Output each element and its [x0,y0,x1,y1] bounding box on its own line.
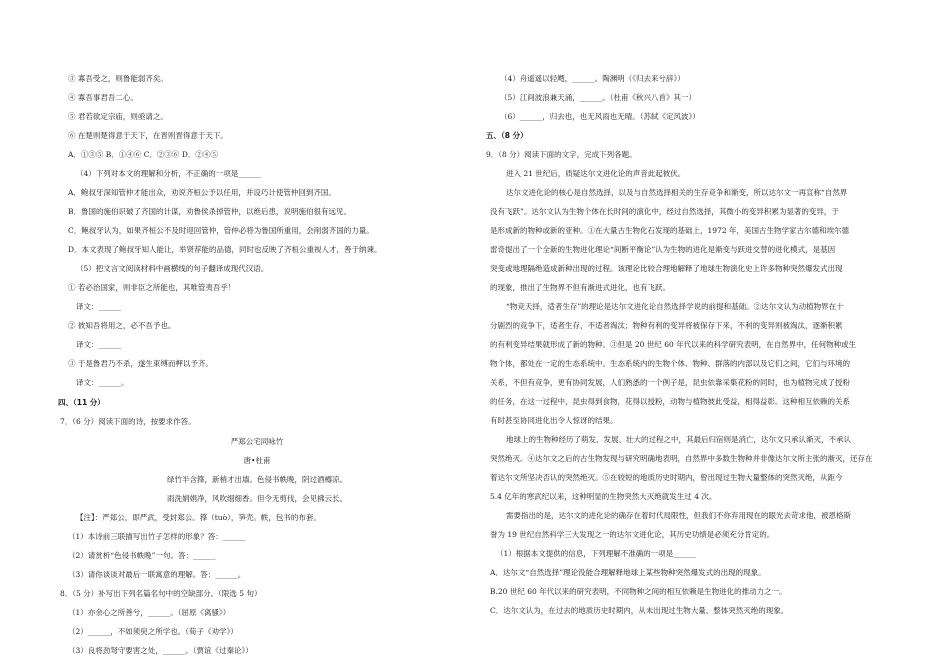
passage-line: 达尔文进化论的核心是自然选择，以及与自然选择相关的生存竞争和渐变，所以达尔文一再宣称“自然界 [506,188,848,197]
option-line: ④ 寡吾事君吾二心。 [68,93,138,102]
sentence-line: ① 若必治国家，则非臣之所能也，其唯管夷吾乎！ [68,283,236,292]
q8-item: （1）亦余心之所善兮，______。（屈原《离骚》） [68,608,231,617]
q8-item: （3）良将劲弩守要害之处，______。（贾谊《过秦论》） [68,646,253,655]
answer-line: 译文：______ [76,340,121,349]
passage-line: 进入 21 世纪后，质疑达尔文进化论的声音此起彼伏。 [506,169,686,178]
q7-item: （1）本诗前三联描写出竹子怎样的形象？答：______ [68,532,246,541]
passage-line: 着达尔文所坚决否认的突然绝灭。⑤在较短的地质历史时期内，曾出现过生物大量整体的突然灭绝，从距今 [490,473,843,482]
sentence-line: ③ 于是鲁君乃不杀，遂生束缚而柙以予齐。 [68,359,213,368]
passage-line: 关系，不但有竞争，更有协同发展，人们熟悉的一个例子是，昆虫依靠采集花粉的同时，也为植物完成了授粉 [490,378,850,387]
passage-line: 的任务，在这一过程中，昆虫得到食物，花得以授粉，动物与植物彼此受益，相得益彰。这种相互依赖的关系 [490,397,850,406]
choice-b: B．鲁国的施伯识破了齐国的计谋，劝鲁侯杀掉管仲，以绝后患，说明施伯很有远见。 [68,207,352,216]
passage-line: 突然绝灭。④达尔文之后的古生物发现与研究明确地表明，自然界中多数生物种并非像达尔文所主张的渐灭，还存在 [490,454,873,463]
option-line: ⑥ 在楚则楚得意于天下，在晋则晋得意于天下。 [68,131,228,140]
q9-option-a: A．达尔文“自然选择”理论没能合理解释地球上某些物种突然爆发式的出现的现象。 [490,568,766,577]
passage-line: 誉为 19 世纪自然科学三大发现之一的达尔文进化论，其历史功绩是必须充分肯定的。 [490,530,775,539]
q7-stem: 7．（6 分）阅读下面的诗，按要求作答。 [60,417,196,426]
q9-sub-question: （1）根据本文提供的信息，下列理解不准确的一项是______ [496,549,696,558]
question-line: （4）下列对本文的理解和分析，不正确的一项是______ [76,169,261,178]
passage-line: 物个体，都处在一定的生态系统中。生态系统内的生物个体、物种、群落的内部以及它们之间，它们与环境的 [490,359,850,368]
passage-line: 没有飞跃”。达尔文认为生物个体在长时间的演化中，经过自然选择，其微小的变异积累为显著的变异，于 [490,207,839,216]
q7-item: （2）请赏析“色侵书帙晚”一句。答：______ [68,551,216,560]
poem-author: 唐•杜甫 [243,456,271,465]
answer-line: 译文：______ [76,302,121,311]
q9-stem: 9．（8 分）阅读下面的文字，完成下列各题。 [486,150,637,159]
passage-line: 是形成新的物种或新的亚种。①在大量古生物化石发现的基础上，1972 年，美国古生物学家古尔德和埃尔德 [490,226,849,235]
passage-line: 雷奇提出了一个全新的生物进化理论“间断平衡论”认为生物的进化是渐变与跃进交替的进化模式，是基因 [490,245,836,254]
passage-line: 分剧烈的竞争下，适者生存，不适者淘汰；物种有利的变异将被保存下来，不利的变异则被淘汰，逐渐积累 [490,321,843,330]
passage-line: 的有利变异结果就形成了新的物种。③但是 20 世纪 60 年代以来的科学研究表明，在自然界中，任何物种或生 [490,340,857,349]
q8-item: （5）江间波浪兼天涌，______。（杜甫《秋兴八首》其一） [500,93,697,102]
section-heading-4: 四、（11 分） [58,398,105,407]
choice-line: A．①③⑤ B．①④⑥ C．②③⑥ D．②④⑤ [68,150,218,159]
q8-item: （2）______，不如须臾之所学也。（荀子《劝学》） [68,627,238,636]
poem-title: 严郑公宅同咏竹 [230,437,284,446]
poem-line: 绿竹半含箨，新梢才出墙。色侵书帙晚，阴过酒樽凉。 [167,475,347,484]
passage-line: 的现象，推出了生物界不但有渐进式进化，也有飞跃。 [490,283,670,292]
passage-line: 需要指出的是，达尔文的进化论的确存在着时代局限性，但我们不你弃用现在的眼光去苛求他，被恩格斯 [506,511,851,520]
option-line: ③ 寡吾受之，则鲁能弱齐矣。 [68,74,168,83]
passage-line: 有时甚至协同进化出令人惊讶的结果。 [490,416,618,425]
poem-line: 雨洗娟娟净，风吹细细香。但令无剪伐，会见拂云长。 [167,494,347,503]
q7-note: 【注】：严郑公，即严武，受封郑公。箨（tuò），笋壳。帙，包书的布套。 [76,513,321,522]
sentence-line: ② 彼知吾将用之，必不吾予也。 [68,321,176,330]
q9-option-c: C．达尔文认为，在过去的地质历史时期内，从未出现过生物大量、整体突然灭绝的现象。 [490,606,789,615]
passage-line: 地球上的生物种经历了萌发、发展、壮大的过程之中，其最后归宿则是消亡，达尔文只承认渐灭，不承认 [506,435,851,444]
q8-item: （6）______，归去也，也无风雨也无晴。（苏轼《定风波》） [500,112,700,121]
q9-option-b: B.20 世纪 60 年代以来的研究表明，不同物种之间的相互依赖是生物进化的推动力之一。 [490,587,787,596]
choice-c: C．鲍叔牙认为，如果齐桓公不及时迎回管仲，管仲必将为鲁国所重用，会削弱齐国的力量。 [68,226,374,235]
section-heading-5: 五、（8 分） [486,131,528,140]
q8-item: （4）舟遥遥以轻飏，______。陶渊明（《归去来兮辞》） [500,74,685,83]
question-line: （5）把文言文阅读材料中画横线的句子翻译成现代汉语。 [76,264,269,273]
answer-line: 译文：______。 [76,378,129,387]
q8-stem: 8．（5 分）补写出下列名篇名句中的空缺部分。（限选 5 句） [60,589,262,598]
passage-line: 突变或地理隔绝造成新种出现的过程。该理论比较合理地解释了地球生物演化史上许多物种突然爆发式出现 [490,264,843,273]
choice-a: A．鲍叔牙深知管仲才能出众，劝说齐桓公予以任用，并设巧计使管仲回到齐国。 [68,188,336,197]
passage-line: “物竞天择，适者生存”的理论是达尔文进化论自然选择学说的前提和基础。②达尔文认为动植物界在十 [506,302,844,311]
option-line: ⑤ 君若欲定宗庙，则亟请之。 [68,112,168,121]
q7-item: （3）请你谈谈对最后一联寓意的理解。答：______。 [68,570,246,579]
choice-d: D．本文表现了鲍叔牙知人能让，举贤荐能的品德，同时也反映了齐桓公重视人才，善于纳谏。 [68,245,382,254]
passage-line: 5.4 亿年的寒武纪以来，这种明显的生物突然大灭绝就发生过 4 次。 [490,492,717,501]
